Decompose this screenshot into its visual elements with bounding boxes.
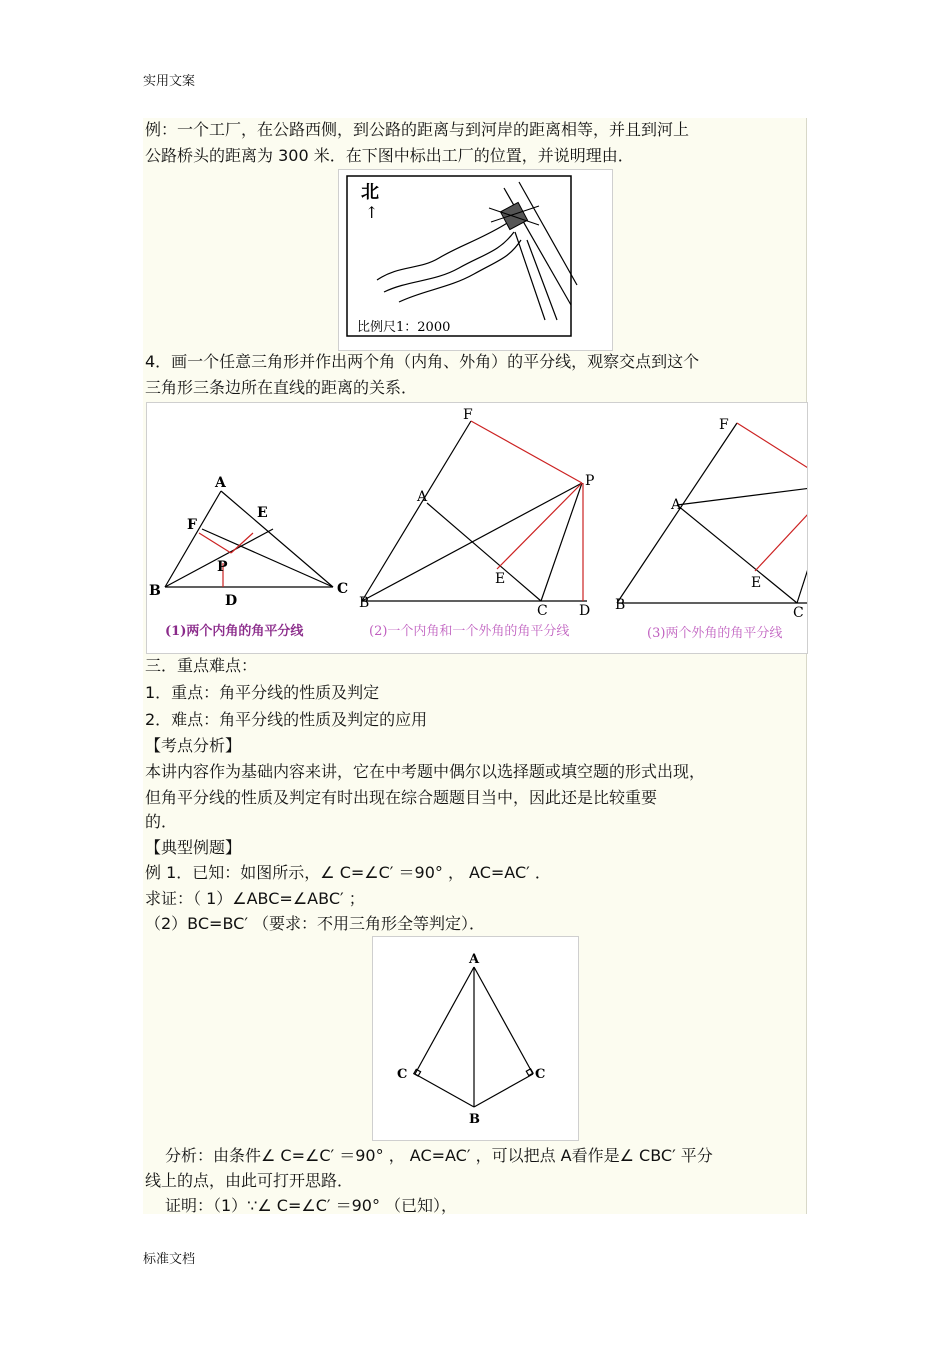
map-figure: [338, 169, 613, 351]
vertex-label: E: [751, 575, 762, 591]
text-line: 证明：（1）∵∠ C=∠C′ ＝90° （已知），: [165, 1196, 458, 1215]
text-line: 但角平分线的性质及判定有时出现在综合题题目当中，因此还是比较重要: [145, 788, 658, 807]
vertex-label: E: [495, 571, 506, 587]
text-line: 【典型例题】: [145, 838, 242, 857]
vertex-label: F: [719, 417, 729, 433]
vertex-label: B: [615, 597, 626, 613]
page-header: 实用文案: [143, 74, 196, 89]
vertex-label: D: [225, 593, 238, 609]
vertex-label: C: [537, 603, 548, 619]
vertex-label: A: [417, 489, 428, 505]
vertex-label: F: [187, 517, 197, 533]
vertex-label: A: [671, 497, 682, 513]
text-line: 三角形三条边所在直线的距离的关系．: [145, 378, 418, 397]
vertex-label: F: [463, 407, 473, 423]
vertex-label: B: [359, 595, 370, 611]
north-label: 北: [361, 182, 379, 203]
text-line: 的．: [145, 812, 178, 831]
text-line: 求证：（ 1）∠ABC=∠ABC′ ；: [145, 889, 365, 908]
triangle-figure: [146, 402, 808, 654]
map-drawing: [339, 170, 612, 350]
triangle-drawing: [147, 403, 807, 653]
text-line: 三．重点难点：: [145, 656, 258, 675]
text-line: 分析：由条件∠ C=∠C′ ＝90° ， AC=AC′ ，可以把点 A看作是∠ CBC′ 平分: [165, 1146, 713, 1165]
vertex-label: B: [149, 583, 161, 599]
text-line: 2．难点：角平分线的性质及判定的应用: [145, 710, 428, 729]
text-line: 例：一个工厂，在公路西侧，到公路的距离与到河岸的距离相等，并且到河上: [145, 120, 690, 139]
text-line: 4．画一个任意三角形并作出两个角（内角、外角）的平分线，观察交点到这个: [145, 352, 700, 371]
vertex-label: C: [793, 605, 804, 621]
vertex-label: A: [215, 475, 226, 491]
text-line: （2）BC=BC′ （要求：不用三角形全等判定）．: [145, 914, 486, 933]
text-line: 例 1．已知：如图所示，∠ C=∠C′ ＝90° ， AC=AC′ ．: [145, 863, 551, 882]
text-line: 线上的点，由此可打开思路．: [145, 1171, 354, 1190]
vertex-label: C: [397, 1067, 408, 1082]
text-line: 【考点分析】: [145, 736, 242, 755]
text-line: 公路桥头的距离为 300 米．在下图中标出工厂的位置，并说明理由．: [145, 146, 634, 165]
caption-2: (2)一个内角和一个外角的角平分线: [369, 624, 570, 639]
text-line: 1．重点：角平分线的性质及判定: [145, 683, 380, 702]
caption-1: (1)两个内角的角平分线: [165, 624, 304, 639]
vertex-label: C: [535, 1067, 546, 1082]
vertex-label: D: [579, 603, 591, 619]
vertex-label: C: [337, 581, 349, 597]
kite-figure: [372, 936, 579, 1141]
north-arrow-icon: ↑: [365, 203, 379, 222]
vertex-label: A: [469, 952, 480, 967]
vertex-label: E: [257, 505, 268, 521]
vertex-label: P: [217, 559, 228, 575]
page-footer: 标准文档: [143, 1252, 196, 1267]
kite-drawing: [373, 937, 578, 1140]
text-line: 本讲内容作为基础内容来讲，它在中考题中偶尔以选择题或填空题的形式出现，: [145, 762, 706, 781]
map-scale: 比例尺1：2000: [357, 320, 451, 335]
caption-3: (3)两个外角的角平分线: [647, 626, 783, 641]
vertex-label: B: [469, 1112, 480, 1127]
vertex-label: P: [585, 473, 595, 489]
